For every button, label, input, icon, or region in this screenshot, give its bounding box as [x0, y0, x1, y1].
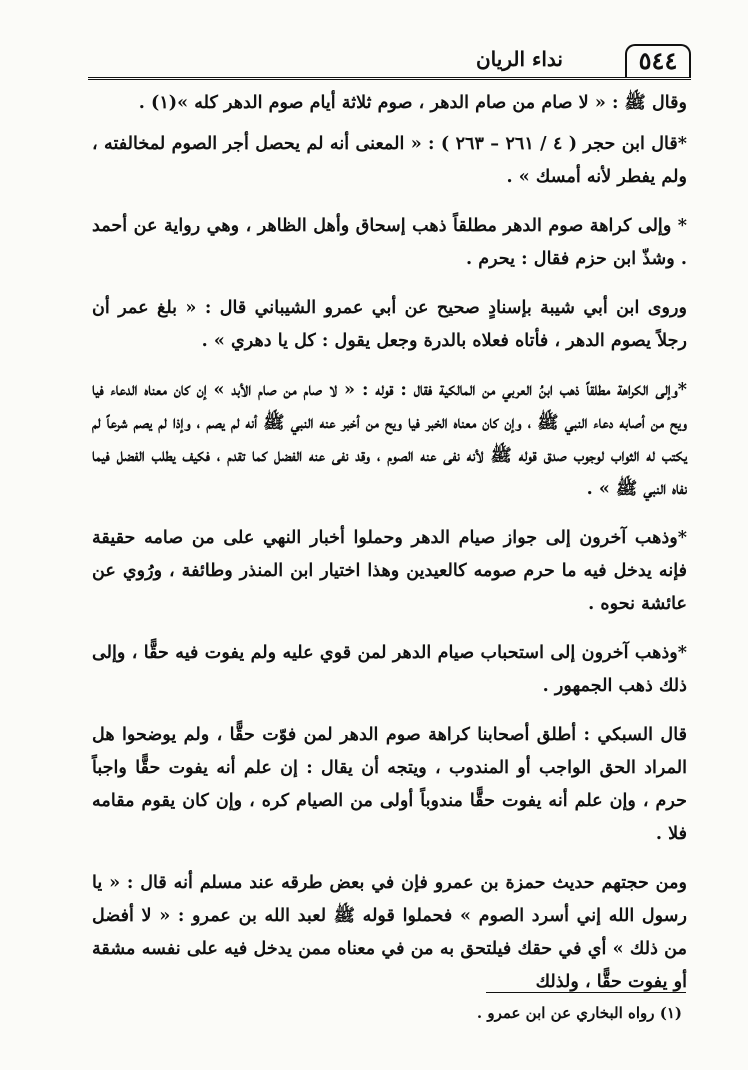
header-rule [88, 77, 691, 80]
paragraph: *وإلى الكراهة مطلقاً ذهب ابنُ العربي من المالكية فقال : قوله : « لا صام من صام الأبد » إن كان معناه الدعاء فيا ويح من أصابه دعاء النبي ﷺ ، وإن كان معناه الخبر فيا ويح من أخبر عنه النبي ﷺ أنه لم يصم ، وإذا لم يصم شرعاً لم يكتب له الثواب لوجوب صدق قوله ﷺ لأنه نفى عنه الصوم ، وقد نفى عنه الفضل كما تقدم ، فكيف يطلب الفضل فيما نفاه النبي ﷺ » . [92, 379, 687, 499]
paragraph: *وذهب آخرون إلى استحباب صيام الدهر لمن قوي عليه ولم يفوت فيه حقًّا ، وإلى ذلك ذهب الجمهور . [92, 642, 687, 696]
paragraph: قال السبكي : أطلق أصحابنا كراهة صوم الدهر لمن فوّت حقًّا ، ولم يوضحوا هل المراد الحق الواجب أو المندوب ، ويتجه أن يقال : إن علم أنه يفوت حقًّا واجباً حرم ، وإن علم أنه يفوت حقًّا مندوباً أولى من الصيام كره ، وإن كان يقوم مقامه فلا . [92, 724, 687, 844]
paragraph: ومن حجتهم حديث حمزة بن عمرو فإن في بعض طرقه عند مسلم أنه قال : « يا رسول الله إني أسرد الصوم » فحملوا قوله ﷺ لعبد الله بن عمرو : « لا أفضل من ذلك » أي في حقك فيلتحق به من في معناه ممن يدخل فيه على نفسه مشقة أو يفوت حقًّا ، ولذلك [92, 872, 687, 992]
paragraph: * وإلى كراهة صوم الدهر مطلقاً ذهب إسحاق وأهل الظاهر ، وهي رواية عن أحمد . وشذّ ابن حزم فقال : يحرم . [92, 215, 687, 269]
paragraph: وقال ﷺ : « لا صام من صام الدهر ، صوم ثلاثة أيام صوم الدهر كله »(١) . [138, 92, 687, 113]
main-text [92, 86, 687, 998]
footnote-rule [486, 992, 686, 993]
paragraph: *وذهب آخرون إلى جواز صيام الدهر وحملوا أخبار النهي على من صامه حقيقة فإنه يدخل فيه ما حرم صومه كالعيدين وهذا اختيار ابن المنذر وطائفة ، ورُوي عن عائشة نحوه . [92, 527, 687, 614]
page-number: ٥٤٤ [625, 44, 691, 78]
footnote: (١) رواه البخاري عن ابن عمرو . [476, 1004, 682, 1022]
paragraph: *قال ابن حجر ( ٤ / ٢٦١ – ٢٦٣ ) : « المعنى أنه لم يحصل أجر الصوم لمخالفته ، ولم يفطر لأنه أمسك » . [92, 133, 687, 187]
running-title: نداء الريان [475, 47, 563, 71]
page-header [88, 42, 691, 80]
paragraph: وروى ابن أبي شيبة بإسنادٍ صحيح عن أبي عمرو الشيباني قال : « بلغ عمر أن رجلاً يصوم الدهر ، فأتاه فعلاه بالدرة وجعل يقول : كل يا دهري » . [92, 297, 687, 351]
